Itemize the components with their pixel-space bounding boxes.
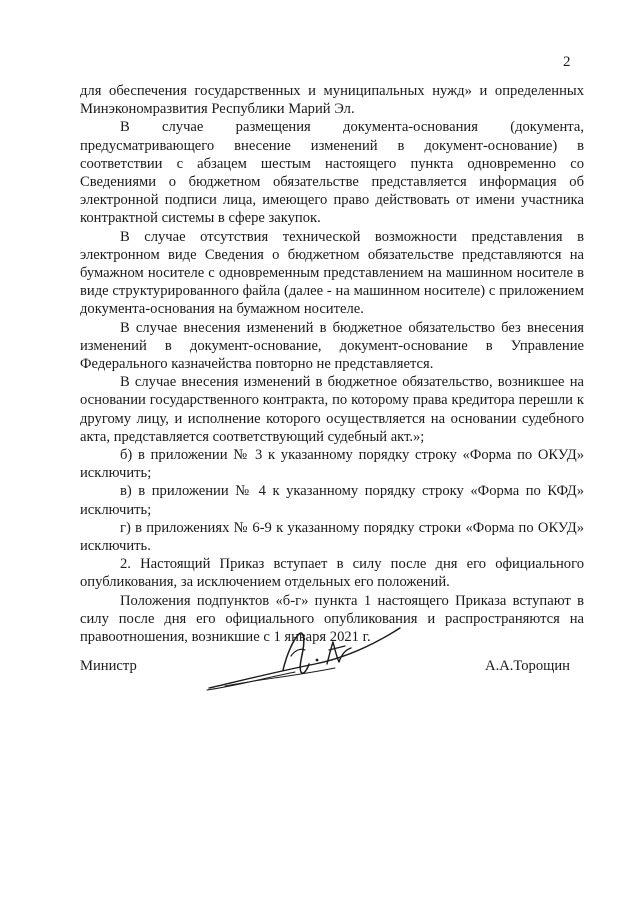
- paragraph-court-act: В случае внесения изменений в бюджетное обязательство, возникшее на основании государственного контракта, по которому права кредитора перешли к другому лицу, и исполнение которого осуществляется на основании судебного акта, представляется соответствующий судебный акт.»;: [80, 374, 584, 445]
- item-g: г) в приложениях № 6-9 к указанному порядку строки «Форма по ОКУД» исключить.: [80, 519, 584, 555]
- item-v: в) в приложении № 4 к указанному порядку строку «Форма по КФД» исключить;: [80, 483, 584, 518]
- paragraph-provisions-effective: Положения подпунктов «б-г» пункта 1 настоящего Приказа вступают в силу после дня его официального опубликования и распространяются на правоотношения, возникшие с 1 января 2021 г.: [80, 592, 584, 646]
- paragraph-paper-submission: В случае отсутствия технической возможности представления в электронном виде Сведения о бюджетном обязательстве представляются на бумажном носителе с одновременным представлением на машинном носителе в виде структурированного файла (далее - на машинном носителе) с приложением документа-основания на бумажном носителе.: [80, 228, 584, 318]
- paragraph-continuation: для обеспечения государственных и муниципальных нужд» и определенных Минэкономразвития Республики Марий Эл.: [80, 83, 584, 118]
- page-number: 2: [563, 54, 571, 70]
- item-2-effective-date: 2. Настоящий Приказ вступает в силу после дня его официального опубликования, за исключением отдельных его положений.: [80, 556, 584, 591]
- signatory-title: Министр: [80, 658, 137, 674]
- signatory-name: А.А.Торощин: [485, 658, 570, 674]
- item-b: б) в приложении № 3 к указанному порядку строку «Форма по ОКУД» исключить;: [80, 447, 584, 482]
- document-body: [80, 82, 584, 646]
- handwritten-signature-icon: [195, 620, 410, 700]
- paragraph-electronic-signature: В случае размещения документа-основания (документа, предусматривающего внесение изменений в документ-основание) в соответствии с абзацем шестым настоящего пункта одновременно со Сведениями о бюджетном обязательстве представляется информация об электронной подписи лица, имеющего право действовать от имени участника контрактной системы в сфере закупок.: [80, 119, 584, 227]
- paragraph-changes-without-basis: В случае внесения изменений в бюджетное обязательство без внесения изменений в документ-основание, документ-основание в Управление Федерального казначейства повторно не представляется.: [80, 319, 584, 373]
